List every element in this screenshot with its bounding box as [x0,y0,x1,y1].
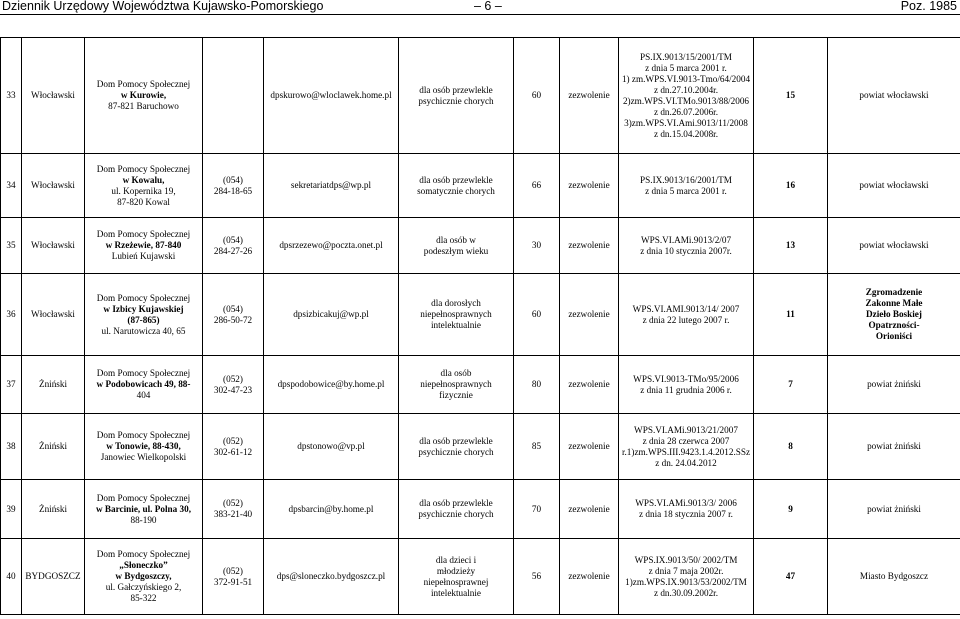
text-line: w Bydgoszczy, [115,571,172,581]
text-line: WPS.VI.AMi.9013/3/ 2006 [635,498,737,508]
text-line: 302-47-23 [213,384,253,395]
text-line: 85-322 [130,593,157,603]
email-cell: dpspodobowice@by.home.pl [264,356,399,414]
text-line: w Rzeżewie, 87-840 [105,240,182,250]
powiat-cell: Włocławski [22,274,85,356]
email-cell: dpskurowo@wloclawek.home.pl [264,38,399,154]
powiat-cell: Włocławski [22,154,85,218]
text-line: somatycznie chorych [417,185,495,196]
page-header [0,0,960,15]
text-line: dla osób przewlekle [419,498,493,508]
places-cell: 60 [514,274,560,356]
places-cell: 60 [514,38,560,154]
facility-name-cell [85,218,203,274]
text-line: z dn.15.04.2008r. [653,128,719,139]
decision-cell [619,218,754,274]
text-line: dla osób przewlekle [419,174,493,185]
text-line: w Kurowie, [120,90,167,100]
text-line: powiat żniński [867,503,921,514]
email-cell: sekretariatdps@wp.pl [264,154,399,218]
entity-cell [828,480,960,539]
text-line: Dom Pomocy Społecznej [96,492,191,503]
text-line: Lubień Kujawski [111,251,176,261]
email-cell: dpsbarcin@by.home.pl [264,480,399,539]
text-line: Orioniści [875,331,913,341]
page-number: – 6 – [474,0,502,13]
status-cell: zezwolenie [560,539,619,615]
registry-table [0,37,960,615]
residents-cell: 47 [754,539,828,615]
text-line: WPS.VI.AMi.9013/21/2007 [634,424,738,435]
phone-cell [203,480,264,539]
email-cell: dps@sloneczko.bydgoszcz.pl [264,539,399,615]
lp-cell: 38 [1,414,22,480]
text-line: psychicznie chorych [418,446,494,457]
status-cell: zezwolenie [560,274,619,356]
text-line: Zgromadzenie [865,287,923,297]
decision-cell [619,154,754,218]
text-line: dla osób przewlekle [419,435,493,446]
powiat-cell: BYDGOSZCZ [22,539,85,615]
decision-cell [619,414,754,480]
facility-name-cell [85,154,203,218]
care-type-cell [399,274,514,356]
text-line: PS.IX.9013/16/2001/TM [640,174,732,185]
places-cell: 85 [514,414,560,480]
facility-name-cell [85,38,203,154]
text-line: niepełnosprawnych [420,379,492,389]
text-line: (052) [223,498,243,508]
places-cell: 66 [514,154,560,218]
text-line: w Tonowie, 88-430, [106,441,181,451]
decision-cell [619,356,754,414]
text-line: powiat żniński [867,379,921,389]
text-line: z dnia 7 maja 2002r. [648,565,724,576]
care-type-cell [399,414,514,480]
text-line: młodzieży [436,565,476,576]
table-row [1,154,960,218]
text-line: 88-190 [130,514,157,525]
text-line: w Podobowicach 49, 88- [96,379,191,389]
text-line: Dom Pomocy Społecznej [96,430,191,440]
text-line: ul. Kopernika 19, [111,185,176,196]
text-line: fizycznie [439,390,473,400]
care-type-cell [399,154,514,218]
table-row [1,218,960,274]
facility-name-cell [85,356,203,414]
text-line: Dzieło Boskiej [866,309,922,319]
text-line: dla osób [440,368,472,378]
text-line: Zakonne Małe [865,298,923,308]
text-line: dla osób w [436,234,476,245]
entity-cell [828,356,960,414]
text-line: 1) zm.WPS.VI.9013-Tmo/64/2004 [621,73,751,84]
text-line: z dnia 28 czerwca 2007 [642,435,730,446]
lp-cell: 35 [1,218,22,274]
text-line: Dom Pomocy Społecznej [96,163,191,174]
text-line: intelektualnie [430,587,481,598]
care-type-cell [399,356,514,414]
text-line: ul. Gałczyńskiego 2, [105,582,182,592]
residents-cell: 8 [754,414,828,480]
text-line: (054) [223,234,243,245]
text-line: powiat żniński [867,441,921,451]
text-line: 383-21-40 [213,509,253,519]
powiat-cell: Żniński [22,414,85,480]
table-row [1,414,960,480]
powiat-cell: Żniński [22,356,85,414]
text-line: r.1)zm.WPS.III.9423.1.4.2012.SSz [621,446,751,457]
decision-cell [619,274,754,356]
email-cell: dpsizbicakuj@wp.pl [264,274,399,356]
text-line: PS.IX.9013/15/2001/TM [640,51,732,62]
powiat-cell: Włocławski [22,218,85,274]
text-line: dla dzieci i [435,554,477,565]
entity-cell [828,414,960,480]
text-line: Dom Pomocy Społecznej [96,229,191,239]
residents-cell: 16 [754,154,828,218]
text-line: dla dorosłych [431,298,481,308]
care-type-cell [399,480,514,539]
email-cell: dpstonowo@vp.pl [264,414,399,480]
text-line: „Słoneczko” [119,560,168,570]
text-line: Miasto Bydgoszcz [859,571,929,581]
status-cell: zezwolenie [560,218,619,274]
text-line: (87-865) [127,314,160,325]
text-line: Dom Pomocy Społecznej [96,549,191,559]
text-line: 3)zm.WPS.VI.Ami.9013/11/2008 [624,117,748,128]
status-cell: zezwolenie [560,480,619,539]
residents-cell: 11 [754,274,828,356]
status-cell: zezwolenie [560,356,619,414]
lp-cell: 40 [1,539,22,615]
care-type-cell [399,539,514,615]
table-row [1,539,960,615]
table-row [1,356,960,414]
entity-cell [828,218,960,274]
facility-name-cell [85,539,203,615]
text-line: 1)zm.WPS.IX.9013/53/2002/TM [625,576,747,587]
residents-cell: 7 [754,356,828,414]
entity-cell [828,154,960,218]
text-line: z dn.27.10.2004r. [653,84,719,95]
phone-cell [203,356,264,414]
text-line: z dnia 11 grudnia 2006 r. [640,384,732,395]
table-row [1,38,960,154]
text-line: Janowiec Wielkopolski [100,452,187,462]
text-line: (054) [223,174,243,185]
powiat-cell: Żniński [22,480,85,539]
table-row [1,480,960,539]
journal-title: Dziennik Urzędowy Województwa Kujawsko-Pomorskiego [2,0,324,13]
header-rule [0,14,960,15]
lp-cell: 34 [1,154,22,218]
entity-cell [828,539,960,615]
care-type-cell [399,38,514,154]
status-cell: zezwolenie [560,154,619,218]
text-line: Opatrzności- [868,320,920,330]
text-line: z dnia 22 lutego 2007 r. [642,314,730,325]
text-line: WPS.VI.AMi.9013/2/07 [640,234,732,245]
residents-cell: 15 [754,38,828,154]
text-line: dla osób przewlekle [419,84,493,95]
residents-cell: 13 [754,218,828,274]
table-row [1,274,960,356]
decision-cell [619,539,754,615]
decision-cell [619,38,754,154]
text-line: WPS.VI.9013-TMo/95/2006 [633,373,739,384]
facility-name-cell [85,414,203,480]
lp-cell: 36 [1,274,22,356]
decision-cell [619,480,754,539]
text-line: z dnia 10 stycznia 2007r. [640,245,732,256]
phone-cell [203,38,264,154]
email-cell: dpsrzezewo@poczta.onet.pl [264,218,399,274]
text-line: z dn.30.09.2002r. [653,587,719,598]
lp-cell: 33 [1,38,22,154]
phone-cell [203,539,264,615]
text-line: psychicznie chorych [418,95,494,106]
places-cell: 30 [514,218,560,274]
text-line: z dn.26.07.2006r. [653,106,719,117]
lp-cell: 39 [1,480,22,539]
text-line: z dn. 24.04.2012 [655,457,717,468]
phone-cell [203,218,264,274]
text-line: powiat włocławski [859,90,929,100]
text-line: (052) [223,435,243,446]
text-line: w Kowalu, [122,174,165,185]
text-line: z dnia 5 marca 2001 r. [645,62,727,73]
text-line: z dnia 18 stycznia 2007 r. [639,509,733,519]
text-line: WPS.VI.AMI.9013/14/ 2007 [632,303,740,314]
status-cell: zezwolenie [560,414,619,480]
text-line: (054) [223,303,243,314]
text-line: 87-820 Kowal [117,196,170,207]
text-line: Dom Pomocy Społecznej [96,292,191,303]
places-cell: 56 [514,539,560,615]
entity-cell [828,38,960,154]
text-line: powiat włocławski [859,240,929,250]
text-line: w Barcinie, ul. Polna 30, [95,503,192,514]
text-line: Dom Pomocy Społecznej [96,368,191,378]
powiat-cell: Włocławski [22,38,85,154]
phone-cell [203,274,264,356]
text-line: (052) [223,565,243,576]
care-type-cell [399,218,514,274]
text-line: w Izbicy Kujawskiej [103,303,184,314]
text-line: 286-50-72 [213,314,253,325]
places-cell: 70 [514,480,560,539]
text-line: 284-18-65 [213,185,253,196]
text-line: 87-821 Baruchowo [108,101,179,111]
residents-cell: 9 [754,480,828,539]
text-line: podeszłym wieku [423,245,489,256]
position-number: Poz. 1985 [900,0,957,13]
places-cell: 80 [514,356,560,414]
text-line: (052) [223,373,243,384]
text-line: 302-61-12 [213,446,253,457]
registry-rows [1,38,960,615]
facility-name-cell [85,274,203,356]
text-line: ul. Narutowicza 40, 65 [101,325,186,336]
text-line: niepełnosprawnych [420,309,492,319]
text-line: 372-91-51 [213,576,253,587]
text-line: WPS.IX.9013/50/ 2002/TM [634,554,738,565]
entity-cell [828,274,960,356]
phone-cell [203,414,264,480]
text-line: psychicznie chorych [418,509,494,519]
text-line: z dnia 5 marca 2001 r. [645,185,727,196]
text-line: 404 [136,390,151,400]
text-line: Dom Pomocy Społecznej [96,79,191,89]
text-line: niepełnosprawnej [423,576,489,587]
text-line: 2)zm.WPS.VI.TMo.9013/88/2006 [622,95,750,106]
lp-cell: 37 [1,356,22,414]
facility-name-cell [85,480,203,539]
text-line: intelektualnie [430,320,481,330]
text-line: 284-27-26 [213,245,253,256]
phone-cell [203,154,264,218]
text-line: powiat włocławski [859,180,929,190]
status-cell: zezwolenie [560,38,619,154]
